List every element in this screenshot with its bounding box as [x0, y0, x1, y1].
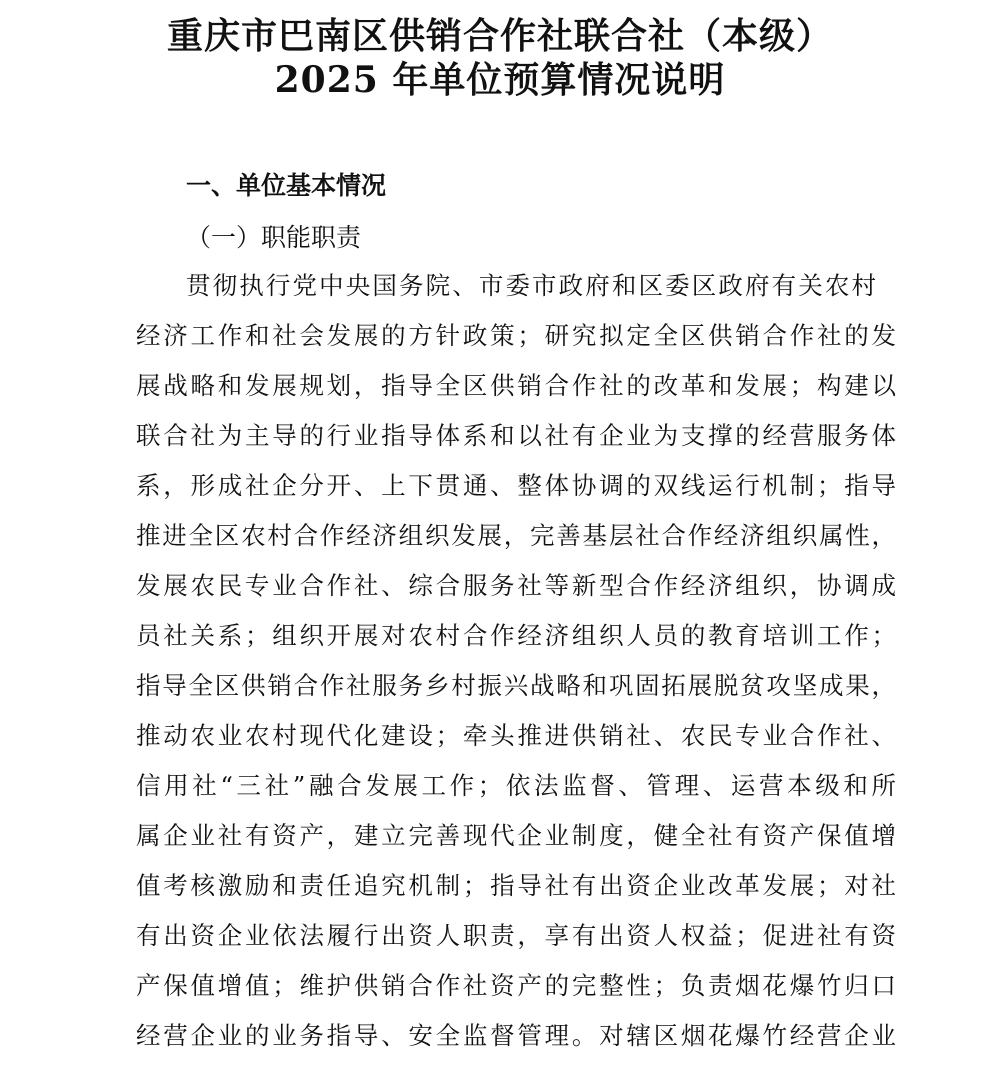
document-title-line-1: 重庆市巴南区供销合作社联合社（本级）: [166, 15, 833, 57]
paragraph-line: 推动农业农村现代化建设；牵头推进供销社、农民专业合作社、: [136, 721, 896, 750]
section-heading-basic-info: 一、单位基本情况: [186, 171, 387, 200]
paragraph-line: 系，形成社企分开、上下贯通、整体协调的双线运行机制；指导: [136, 471, 896, 500]
paragraph-line: 产保值增值；维护供销合作社资产的完整性；负责烟花爆竹归口: [136, 971, 896, 1000]
paragraph-line: 展战略和发展规划，指导全区供销合作社的改革和发展；构建以: [136, 371, 896, 400]
paragraph-line: 员社关系；组织开展对农村合作经济组织人员的教育培训工作；: [136, 621, 896, 650]
paragraph-line: 发展农民专业合作社、综合服务社等新型合作经济组织，协调成: [136, 571, 896, 600]
document-title-line-2: 2025 年单位预算情况说明: [274, 59, 726, 101]
paragraph-line: 联合社为主导的行业指导体系和以社有企业为支撑的经营服务体: [136, 421, 896, 450]
subsection-heading-functions: （一）职能职责: [186, 223, 362, 252]
paragraph-line: 属企业社有资产，建立完善现代企业制度，健全社有资产保值增: [136, 821, 896, 850]
paragraph-line: 经济工作和社会发展的方针政策；研究拟定全区供销合作社的发: [136, 321, 896, 350]
paragraph-line: 推进全区农村合作经济组织发展，完善基层社合作经济组织属性，: [136, 521, 896, 550]
paragraph-line: 值考核激励和责任追究机制；指导社有出资企业改革发展；对社: [136, 871, 896, 900]
paragraph-line: 贯彻执行党中央国务院、市委市政府和区委区政府有关农村: [186, 271, 876, 300]
paragraph-line: 信用社“三社”融合发展工作；依法监督、管理、运营本级和所: [136, 771, 896, 800]
paragraph-line: 指导全区供销合作社服务乡村振兴战略和巩固拓展脱贫攻坚成果，: [136, 671, 896, 700]
paragraph-line: 经营企业的业务指导、安全监督管理。对辖区烟花爆竹经营企业: [136, 1021, 896, 1050]
paragraph-line: 有出资企业依法履行出资人职责，享有出资人权益；促进社有资: [136, 921, 896, 950]
